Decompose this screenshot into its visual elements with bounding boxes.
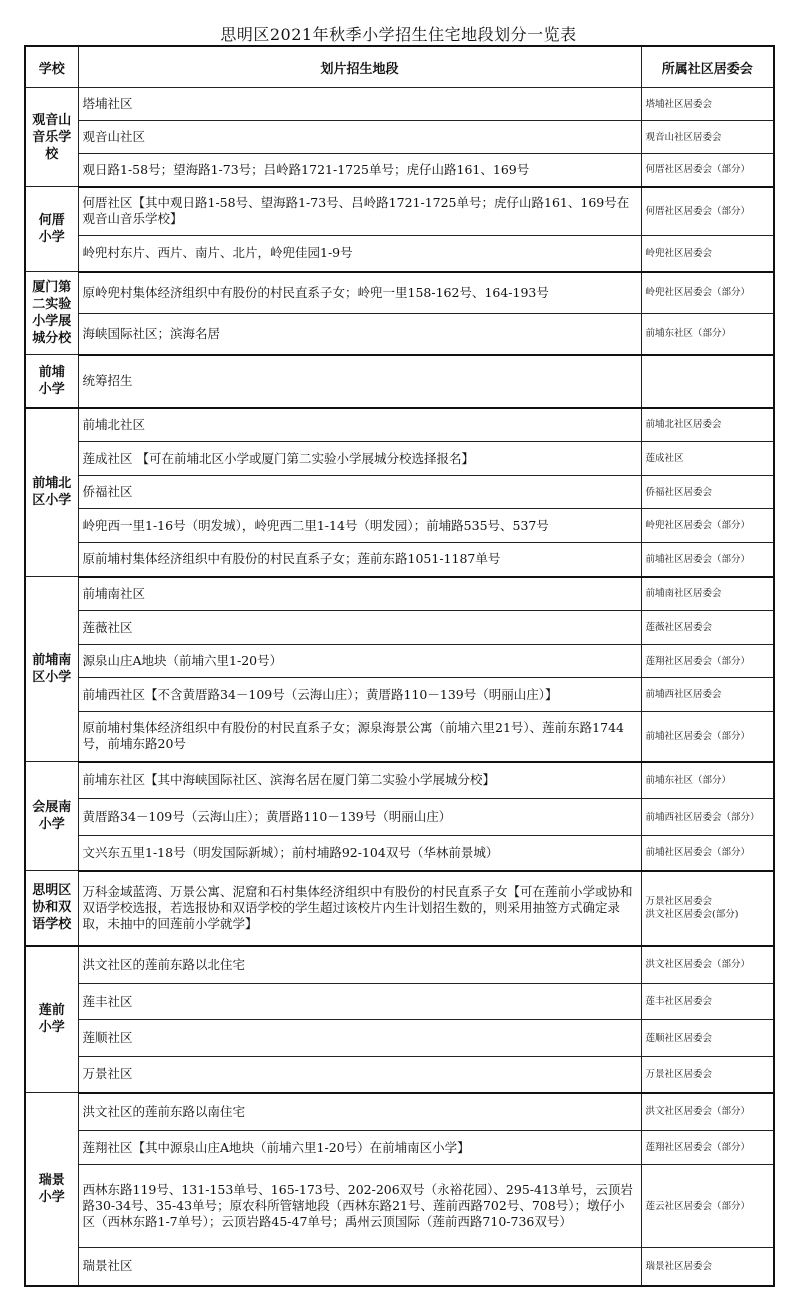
community-cell: 前埔东社区（部分） bbox=[641, 762, 774, 799]
community-cell: 瑞景社区居委会 bbox=[641, 1248, 774, 1286]
zone-cell: 前埔南社区 bbox=[78, 577, 641, 611]
community-cell: 莲顺社区居委会 bbox=[641, 1020, 774, 1057]
zone-cell: 岭兜村东片、西片、南片、北片，岭兜佳园1-9号 bbox=[78, 236, 641, 272]
community-cell: 前埔社区居委会（部分） bbox=[641, 543, 774, 577]
table-header-row bbox=[25, 46, 774, 88]
table-row bbox=[25, 1131, 774, 1165]
table-row bbox=[25, 1248, 774, 1286]
zone-cell: 观音山社区 bbox=[78, 121, 641, 154]
community-cell: 前埔北社区居委会 bbox=[641, 408, 774, 442]
community-cell: 岭兜社区居委会（部分） bbox=[641, 272, 774, 314]
table-row bbox=[25, 871, 774, 946]
community-cell: 前埔西社区居委会（部分） bbox=[641, 799, 774, 836]
zone-cell: 万景社区 bbox=[78, 1057, 641, 1093]
zone-cell: 文兴东五里1-18号（明发国际新城）；前村埔路92-104双号（华林前景城） bbox=[78, 836, 641, 871]
community-cell: 侨福社区居委会 bbox=[641, 476, 774, 509]
zone-cell: 何厝社区【其中观日路1-58号、望海路1-73号、吕岭路1721-1725单号；虎仔山路161、169号在观音山音乐学校】 bbox=[78, 187, 641, 236]
school-name-cell: 瑞景 小学 bbox=[25, 1093, 78, 1286]
community-cell: 万景社区居委会 洪文社区居委会(部分) bbox=[641, 871, 774, 946]
community-cell: 洪文社区居委会（部分） bbox=[641, 1093, 774, 1131]
table-row bbox=[25, 762, 774, 799]
table-row bbox=[25, 946, 774, 984]
community-cell: 何厝社区居委会（部分） bbox=[641, 154, 774, 187]
community-cell: 前埔社区居委会（部分） bbox=[641, 712, 774, 762]
table-row bbox=[25, 509, 774, 543]
zone-cell: 原岭兜村集体经济组织中有股份的村民直系子女；岭兜一里158-162号、164-193号 bbox=[78, 272, 641, 314]
enrollment-zone-table bbox=[24, 45, 775, 1287]
table-row bbox=[25, 88, 774, 121]
school-name-cell: 思明区 协和双 语学校 bbox=[25, 871, 78, 946]
table-row bbox=[25, 1020, 774, 1057]
school-name-cell: 前埔 小学 bbox=[25, 355, 78, 408]
table-row bbox=[25, 712, 774, 762]
zone-cell: 侨福社区 bbox=[78, 476, 641, 509]
document-title: 思明区2021年秋季小学招生住宅地段划分一览表 bbox=[220, 25, 577, 44]
table-row bbox=[25, 984, 774, 1020]
community-cell: 莲丰社区居委会 bbox=[641, 984, 774, 1020]
community-cell: 塔埔社区居委会 bbox=[641, 88, 774, 121]
community-cell: 岭兜社区居委会 bbox=[641, 236, 774, 272]
table-row bbox=[25, 836, 774, 871]
school-name-cell: 莲前 小学 bbox=[25, 946, 78, 1093]
header-zone: 划片招生地段 bbox=[78, 46, 641, 88]
table-body bbox=[25, 88, 774, 1286]
zone-cell: 前埔北社区 bbox=[78, 408, 641, 442]
table-row bbox=[25, 1057, 774, 1093]
community-cell: 何厝社区居委会（部分） bbox=[641, 187, 774, 236]
community-cell: 莲云社区居委会（部分） bbox=[641, 1165, 774, 1248]
header-community: 所属社区居委会 bbox=[641, 46, 774, 88]
zone-cell: 莲顺社区 bbox=[78, 1020, 641, 1057]
zone-cell: 莲翔社区【其中源泉山庄A地块（前埔六里1-20号）在前埔南区小学】 bbox=[78, 1131, 641, 1165]
table-row bbox=[25, 543, 774, 577]
zone-cell: 莲薇社区 bbox=[78, 611, 641, 645]
zone-cell: 原前埔村集体经济组织中有股份的村民直系子女；莲前东路1051-1187单号 bbox=[78, 543, 641, 577]
table-row bbox=[25, 799, 774, 836]
table-row bbox=[25, 187, 774, 236]
zone-cell: 观日路1-58号；望海路1-73号；吕岭路1721-1725单号；虎仔山路161、169号 bbox=[78, 154, 641, 187]
school-name-cell: 观音山 音乐学 校 bbox=[25, 88, 78, 187]
zone-cell: 前埔西社区【不含黄厝路34－109号（云海山庄）；黄厝路110－139号（明丽山庄）】 bbox=[78, 678, 641, 712]
community-cell: 岭兜社区居委会（部分） bbox=[641, 509, 774, 543]
table-row bbox=[25, 355, 774, 408]
table-row bbox=[25, 272, 774, 314]
school-name-cell: 前埔北 区小学 bbox=[25, 408, 78, 577]
zone-cell: 海峡国际社区；滨海名居 bbox=[78, 314, 641, 355]
table-row bbox=[25, 314, 774, 355]
table-row bbox=[25, 408, 774, 442]
zone-cell: 统筹招生 bbox=[78, 355, 641, 408]
community-cell bbox=[641, 355, 774, 408]
zone-cell: 洪文社区的莲前东路以北住宅 bbox=[78, 946, 641, 984]
community-cell: 前埔西社区居委会 bbox=[641, 678, 774, 712]
zone-cell: 源泉山庄A地块（前埔六里1-20号） bbox=[78, 645, 641, 678]
zone-cell: 洪文社区的莲前东路以南住宅 bbox=[78, 1093, 641, 1131]
zone-cell: 莲成社区 【可在前埔北区小学或厦门第二实验小学展城分校选择报名】 bbox=[78, 442, 641, 476]
school-name-cell: 前埔南 区小学 bbox=[25, 577, 78, 762]
zone-cell: 岭兜西一里1-16号（明发城），岭兜西二里1-14号（明发园）；前埔路535号、537号 bbox=[78, 509, 641, 543]
community-cell: 洪文社区居委会（部分） bbox=[641, 946, 774, 984]
zone-cell: 黄厝路34－109号（云海山庄）；黄厝路110－139号（明丽山庄） bbox=[78, 799, 641, 836]
table-row bbox=[25, 645, 774, 678]
table-row bbox=[25, 476, 774, 509]
school-name-cell: 何厝 小学 bbox=[25, 187, 78, 272]
zone-cell: 前埔东社区【其中海峡国际社区、滨海名居在厦门第二实验小学展城分校】 bbox=[78, 762, 641, 799]
zone-cell: 原前埔村集体经济组织中有股份的村民直系子女；源泉海景公寓（前埔六里21号）、莲前东路1744号，前埔东路20号 bbox=[78, 712, 641, 762]
school-name-cell: 会展南 小学 bbox=[25, 762, 78, 871]
community-cell: 莲成社区 bbox=[641, 442, 774, 476]
table-row bbox=[25, 1165, 774, 1248]
header-school: 学校 bbox=[25, 46, 78, 88]
table-row bbox=[25, 442, 774, 476]
table-row bbox=[25, 1093, 774, 1131]
school-name-cell: 厦门第 二实验 小学展 城分校 bbox=[25, 272, 78, 355]
table-row bbox=[25, 121, 774, 154]
community-cell: 莲薇社区居委会 bbox=[641, 611, 774, 645]
table-row bbox=[25, 577, 774, 611]
table-row bbox=[25, 154, 774, 187]
community-cell: 前埔社区居委会（部分） bbox=[641, 836, 774, 871]
zone-cell: 万科金域蓝湾、万景公寓、泥窟和石村集体经济组织中有股份的村民直系子女【可在莲前小学或协和双语学校选报，若选报协和双语学校的学生超过该校片内生计划招生数的，则采用抽签方式确定录取，未抽中的回莲前小学就学】 bbox=[78, 871, 641, 946]
table-row bbox=[25, 611, 774, 645]
zone-cell: 莲丰社区 bbox=[78, 984, 641, 1020]
table-row bbox=[25, 678, 774, 712]
community-cell: 前埔东社区（部分） bbox=[641, 314, 774, 355]
community-cell: 莲翔社区居委会（部分） bbox=[641, 1131, 774, 1165]
zone-cell: 瑞景社区 bbox=[78, 1248, 641, 1286]
community-cell: 万景社区居委会 bbox=[641, 1057, 774, 1093]
community-cell: 观音山社区居委会 bbox=[641, 121, 774, 154]
community-cell: 莲翔社区居委会（部分） bbox=[641, 645, 774, 678]
zone-cell: 塔埔社区 bbox=[78, 88, 641, 121]
zone-cell: 西林东路119号、131-153单号、165-173号、202-206双号（永裕花园）、295-413单号，云顶岩路30-34号、35-43单号；原农科所管辖地段（西林东路21号、莲前西路702号、708号）；墩仔小区（西林东路1-7单号）；云顶岩路45-47单号；禹州云顶国际（莲前西路710-736双号） bbox=[78, 1165, 641, 1248]
table-row bbox=[25, 236, 774, 272]
community-cell: 前埔南社区居委会 bbox=[641, 577, 774, 611]
